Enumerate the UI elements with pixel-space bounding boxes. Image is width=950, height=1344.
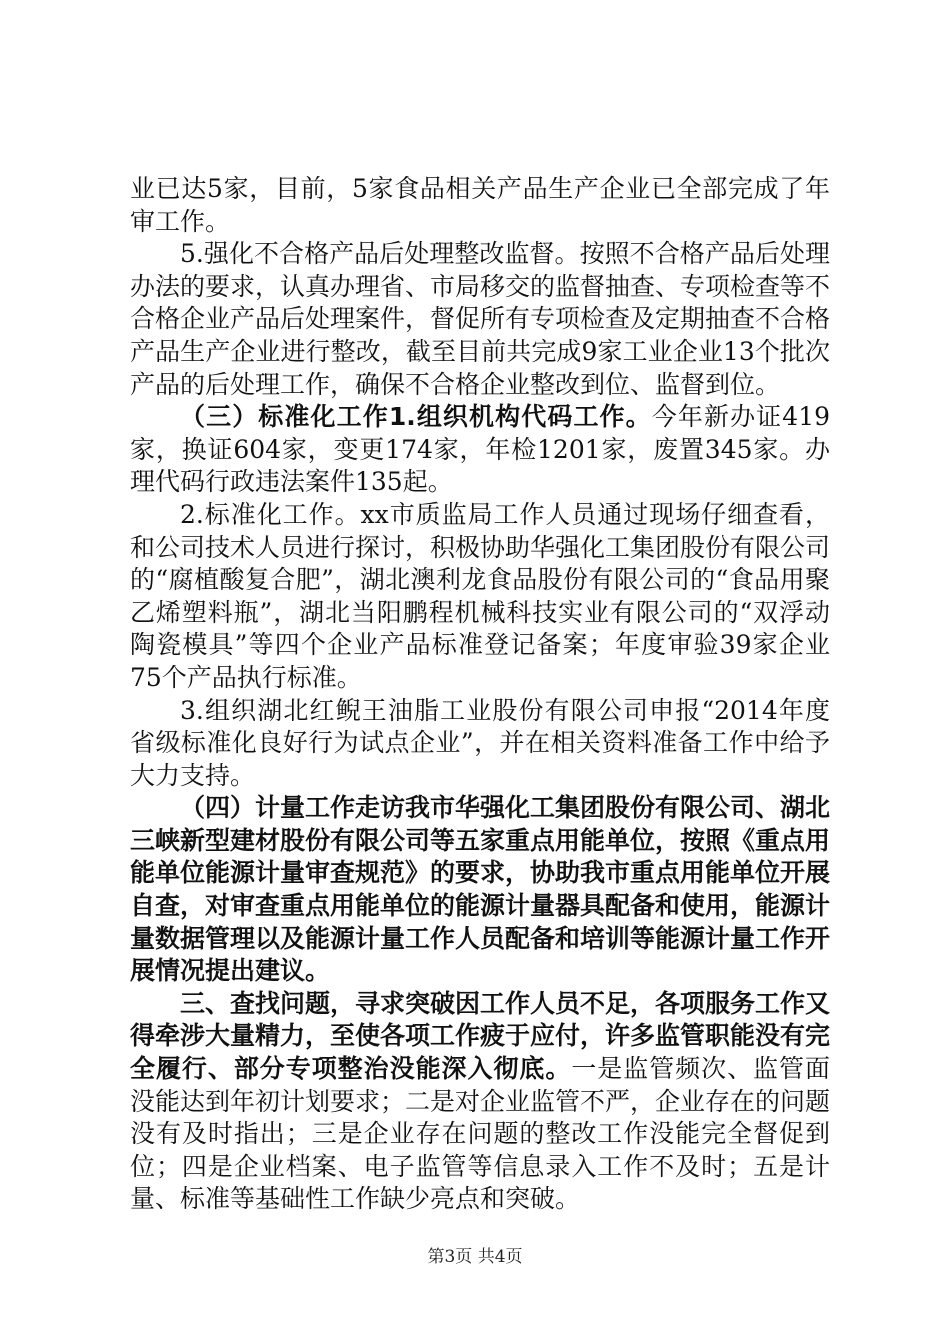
paragraph-text: 3.组织湖北红鲵王油脂工业股份有限公司申报“2014年度省级标准化良好行为试点企业”，并在相关资料准备工作中给予大力支持。 — [130, 695, 830, 790]
paragraph-text: 今年新办证419家，换证604家，变更174家，年检1201家，废置345家。办理代码行政违法案件135起。 — [130, 402, 830, 497]
paragraph-5 — [130, 695, 830, 793]
page-footer — [0, 1242, 950, 1267]
paragraph-text: 业已达5家，目前，5家食品相关产品生产企业已全部完成了年审工作。 — [130, 174, 830, 236]
paragraph-text: 一是监管频次、监管面没能达到年初计划要求；二是对企业监管不严，企业存在的问题没有及时指出；三是企业存在问题的整改工作没能完全督促到位；四是企业档案、电子监管等信息录入工作不及时；五是计量、标准等基础性工作缺少亮点和突破。 — [130, 1054, 831, 1214]
paragraph-text: 5.强化不合格产品后处理整改监督。按照不合格产品后处理办法的要求，认真办理省、市局移交的监督抽查、专项检查等不合格企业产品后处理案件，督促所有专项检查及定期抽查不合格产品生产企业进行整改，截至目前共完成9家工业企业13个批次产品的后处理工作，确保不合格企业整改到位、监督到位。 — [130, 239, 831, 399]
page-number: 第3页 共4页 — [427, 1247, 523, 1267]
paragraph-7 — [130, 988, 830, 1216]
section-heading-metrology: （四）计量工作走访我市华强化工集团股份有限公司、湖北三峡新型建材股份有限公司等五家重点用能单位，按照《重点用能单位能源计量审查规范》的要求，协助我市重点用能单位开展自查，对审查重点用能单位的能源计量器具配备和使用，能源计量数据管理以及能源计量工作人员配备和培训等能源计量工作开展情况提出建议。 — [130, 793, 831, 986]
paragraph-3 — [130, 401, 830, 499]
paragraph-1 — [130, 173, 830, 238]
section-heading-problems: 三、查找问题，寻求突破因工作人员不足，各项服务工作又得牵涉大量精力，至使各项工作疲于应付，许多监管职能没有完全履行、部分专项整治没能深入彻底。 — [130, 988, 831, 1084]
section-heading-standardization: （三）标准化工作1.组织机构代码工作。 — [180, 402, 652, 432]
paragraph-6 — [130, 792, 830, 988]
paragraph-4 — [130, 499, 830, 695]
paragraph-text: 2.标准化工作。xx市质监局工作人员通过现场仔细查看，和公司技术人员进行探讨，积极协助华强化工集团股份有限公司的“腐植酸复合肥”，湖北澳利龙食品股份有限公司的“食品用聚乙烯塑料瓶”，湖北当阳鹏程机械科技实业有限公司的“双浮动陶瓷模具”等四个企业产品标准登记备案；年度审验39家企业75个产品执行标准。 — [130, 499, 831, 692]
paragraph-2 — [130, 238, 830, 401]
document-body — [130, 173, 830, 1216]
